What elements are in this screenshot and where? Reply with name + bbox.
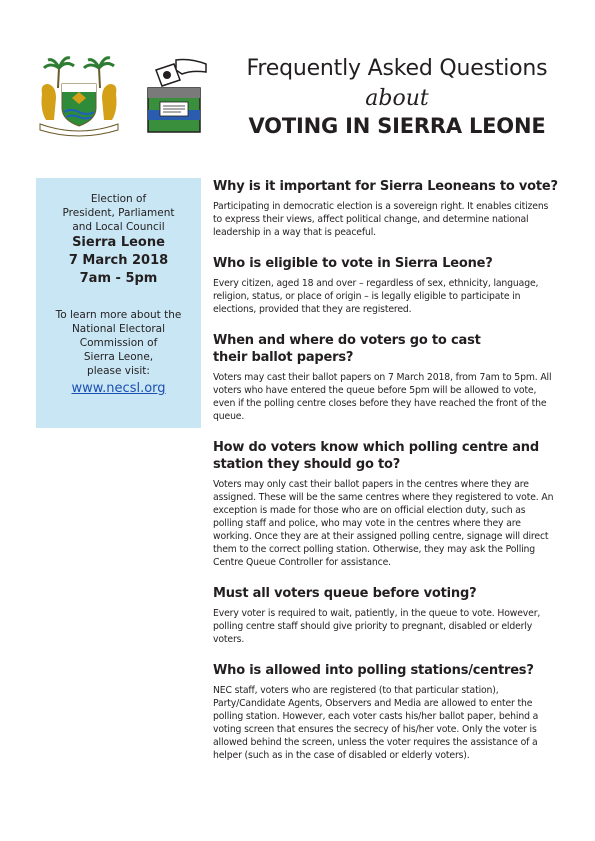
faq-answer: Every citizen, aged 18 and over – regardless of sex, ethnicity, language, religion, status, or place of origin – is legally eligible to participate in elections, provided that they are registered. (213, 278, 539, 315)
coat-of-arms-icon (36, 54, 122, 138)
election-info-sidebar (36, 178, 201, 428)
sidebar-line: To learn more about the (55, 309, 182, 321)
sidebar-line: President, Parliament (62, 207, 175, 219)
ballot-box-logo-icon (136, 58, 208, 134)
faq-answer: Voters may cast their ballot papers on 7 March 2018, from 7am to 5pm. All voters who have entered the queue before 5pm will be allowed to vote, even if the polling centre closes before they have reached the front of the queue. (213, 372, 552, 422)
faq-question: Who is eligible to vote in Sierra Leone? (213, 256, 493, 271)
faq-question: Why is it important for Sierra Leoneans to vote? (213, 179, 558, 194)
sidebar-line: and Local Council (72, 221, 165, 233)
sidebar-line: National Electoral (71, 323, 166, 335)
faq-question: Must all voters queue before voting? (213, 586, 477, 601)
page-title-main: VOTING IN SIERRA LEONE (248, 114, 546, 138)
faq-question: When and where do voters go to cast their ballot papers? (213, 333, 481, 365)
faq-content (213, 178, 558, 778)
faq-answer: NEC staff, voters who are registered (to that particular station), Party/Candidate Agents, Observers and Media are allowed to enter the polling station. However, each voter casts his/her ballot paper, behind a voting screen that ensures the secrecy of his/her vote. Only the voter is allowed behind the screen, unless the voter requires the assistance of a helper (such as in the case of disabled or elderly voters). (213, 685, 539, 761)
faq-answer: Every voter is required to wait, patiently, in the queue to vote. However, polling centre staff should give priority to pregnant, disabled or elderly voters. (213, 608, 541, 645)
necsl-website-link[interactable]: www.necsl.org (71, 381, 166, 396)
sidebar-line: please visit: (87, 365, 150, 377)
page-header (0, 0, 595, 160)
sidebar-date: 7 March 2018 (68, 253, 169, 268)
sidebar-country: Sierra Leone (72, 235, 165, 250)
sidebar-hours: 7am - 5pm (79, 271, 158, 286)
sidebar-line: Commission of (79, 337, 158, 349)
faq-answer: Voters may only cast their ballot papers in the centres where they are assigned. These will be the same centres where they registered to vote. An exception is made for those who are on official election duty, such as polling staff and police, who may vote in the centres where they are working. Once they are at their assigned polling centre, signage will direct them to the correct polling station. Otherwise, they may ask the Polling Centre Queue Controller for assistance. (213, 479, 554, 568)
sidebar-line: Sierra Leone, (83, 351, 154, 363)
page-title-line2: about (365, 86, 429, 111)
faq-question: Who is allowed into polling stations/centres? (213, 663, 534, 678)
faq-question: How do voters know which polling centre and station they should go to? (213, 440, 539, 472)
faq-answer: Participating in democratic election is a sovereign right. It enables citizens to express their views, affect political change, and determine national leadership in a way that is peaceful. (213, 201, 549, 238)
sidebar-line: Election of (90, 193, 147, 205)
page-title-line1: Frequently Asked Questions (246, 56, 548, 81)
